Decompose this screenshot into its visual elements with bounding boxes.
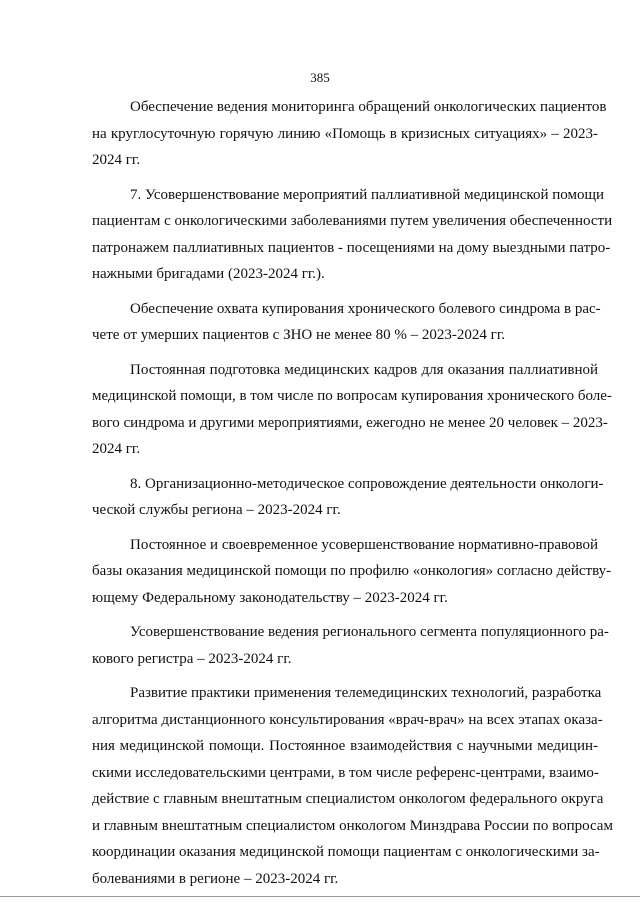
page-number: 385 bbox=[310, 70, 330, 85]
text-line: действие с главным внештатным специалистом онкологом федерального округа bbox=[92, 791, 604, 807]
paragraph bbox=[92, 357, 612, 463]
text-line: 2024 гг. bbox=[92, 152, 141, 168]
text-line: кового регистра – 2023-2024 гг. bbox=[92, 650, 292, 667]
paragraph bbox=[92, 94, 607, 174]
text-line: 2024 гг. bbox=[92, 441, 141, 457]
paragraph bbox=[92, 296, 601, 349]
text-line: патронажем паллиативных пациентов - посещениями на дому выездными патро- bbox=[92, 239, 611, 256]
paragraph bbox=[92, 182, 613, 288]
paragraph bbox=[92, 471, 604, 524]
text-line: скими исследовательскими центрами, в том числе референс-центрами, взаимо- bbox=[92, 764, 599, 781]
paragraph bbox=[92, 532, 612, 612]
text-line: нажными бригадами (2023-2024 гг.). bbox=[92, 266, 325, 282]
page-bottom-edge bbox=[0, 896, 640, 897]
paragraph bbox=[92, 680, 613, 892]
text-line: Усовершенствование ведения регионального сегмента популяционного ра- bbox=[130, 624, 609, 640]
text-line: чете от умерших пациентов с ЗНО не менее 80 % – 2023-2024 гг. bbox=[92, 327, 506, 343]
text-line: 7. Усовершенствование мероприятий паллиативной медицинской помощи bbox=[130, 186, 605, 203]
text-line: Постоянное и своевременное усовершенствование нормативно-правовой bbox=[130, 536, 598, 553]
text-line: Обеспечение ведения мониторинга обращений онкологических пациентов bbox=[130, 99, 607, 115]
text-line: ческой службы региона – 2023-2024 гг. bbox=[92, 502, 341, 518]
paragraph bbox=[92, 619, 609, 672]
text-line: координации оказания медицинской помощи пациентам с онкологическими за- bbox=[92, 844, 600, 860]
text-line: медицинской помощи, в том числе по вопросам купирования хронического боле- bbox=[92, 388, 612, 404]
text-line: ния медицинской помощи. Постоянное взаимодействия с научными медицин- bbox=[92, 738, 598, 754]
text-line: на круглосуточную горячую линию «Помощь в кризисных ситуациях» – 2023- bbox=[92, 125, 598, 142]
text-line: алгоритма дистанционного консультирования «врач-врач» на всех этапах оказа- bbox=[92, 711, 603, 728]
text-line: болеваниями в регионе – 2023-2024 гг. bbox=[92, 870, 339, 887]
document-body bbox=[92, 94, 613, 900]
text-line: Развитие практики применения телемедицинских технологий, разработка bbox=[130, 685, 602, 701]
text-line: ющему Федеральному законодательству – 2023-2024 гг. bbox=[92, 589, 448, 606]
text-line: пациентам с онкологическими заболеваниями путем увеличения обеспеченности bbox=[92, 213, 613, 229]
text-line: базы оказания медицинской помощи по профилю «онкология» согласно действу- bbox=[92, 563, 612, 579]
text-line: Постоянная подготовка медицинских кадров для оказания паллиативной bbox=[130, 361, 598, 378]
text-line: 8. Организационно-методическое сопровождение деятельности онкологи- bbox=[130, 475, 604, 492]
text-line: и главным внештатным специалистом онкологом Минздрава России по вопросам bbox=[92, 817, 613, 834]
text-line: вого синдрома и другими мероприятиями, ежегодно не менее 20 человек – 2023- bbox=[92, 414, 608, 431]
text-line: Обеспечение охвата купирования хронического болевого синдрома в рас- bbox=[130, 300, 601, 317]
